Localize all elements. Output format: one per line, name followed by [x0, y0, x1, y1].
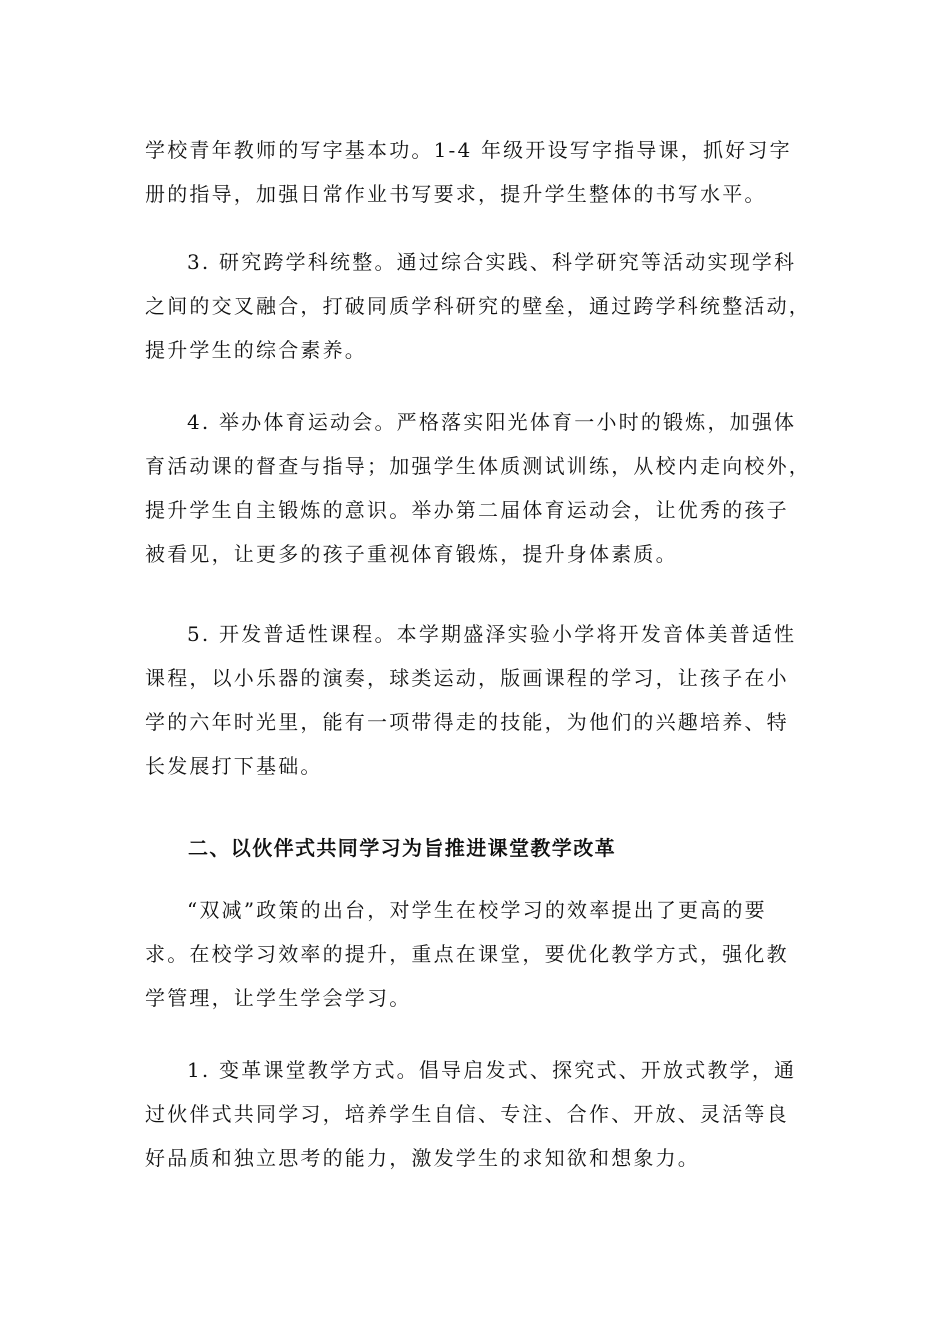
text-line: 提升学生的综合素养。	[145, 338, 367, 362]
text-line: 之间的交叉融合，打破同质学科研究的壁垒，通过跨学科统整活动，	[145, 294, 811, 318]
paragraph-continued	[145, 128, 815, 216]
text-line: “双减”政策的出台，对学生在校学习的效率提出了更高的要	[187, 898, 767, 922]
text-line: 3. 研究跨学科统整。通过综合实践、科学研究等活动实现学科	[187, 250, 797, 274]
text-line: 5. 开发普适性课程。本学期盛泽实验小学将开发音体美普适性	[187, 622, 797, 646]
text-line: 课程，以小乐器的演奏，球类运动，版画课程的学习，让孩子在小	[145, 666, 789, 690]
paragraph-item-5	[145, 612, 815, 788]
text-line: 1. 变革课堂教学方式。倡导启发式、探究式、开放式教学，通	[187, 1058, 797, 1082]
text-line: 被看见，让更多的孩子重视体育锻炼，提升身体素质。	[145, 542, 678, 566]
text-line: 学管理，让学生学会学习。	[145, 986, 412, 1010]
text-line: 好品质和独立思考的能力，激发学生的求知欲和想象力。	[145, 1146, 700, 1170]
text-line: 4. 举办体育运动会。严格落实阳光体育一小时的锻炼，加强体	[187, 410, 797, 434]
text-line: 学校青年教师的写字基本功。1-4 年级开设写字指导课，抓好习字	[145, 138, 792, 162]
text-line: 育活动课的督查与指导；加强学生体质测试训练，从校内走向校外，	[145, 454, 811, 478]
text-line: 求。在校学习效率的提升，重点在课堂，要优化教学方式，强化教	[145, 942, 789, 966]
section-heading: 二、以伙伴式共同学习为旨推进课堂教学改革	[188, 836, 616, 860]
text-line: 学的六年时光里，能有一项带得走的技能，为他们的兴趣培养、特	[145, 710, 789, 734]
text-line: 提升学生自主锻炼的意识。举办第二届体育运动会，让优秀的孩子	[145, 498, 789, 522]
paragraph-section-item-1	[145, 1048, 815, 1180]
paragraph-item-3	[145, 240, 815, 372]
text-line: 册的指导，加强日常作业书写要求，提升学生整体的书写水平。	[145, 182, 767, 206]
paragraph-item-4	[145, 400, 815, 576]
text-line: 过伙伴式共同学习，培养学生自信、专注、合作、开放、灵活等良	[145, 1102, 789, 1126]
paragraph-section-intro	[145, 888, 815, 1020]
text-line: 长发展打下基础。	[145, 754, 323, 778]
